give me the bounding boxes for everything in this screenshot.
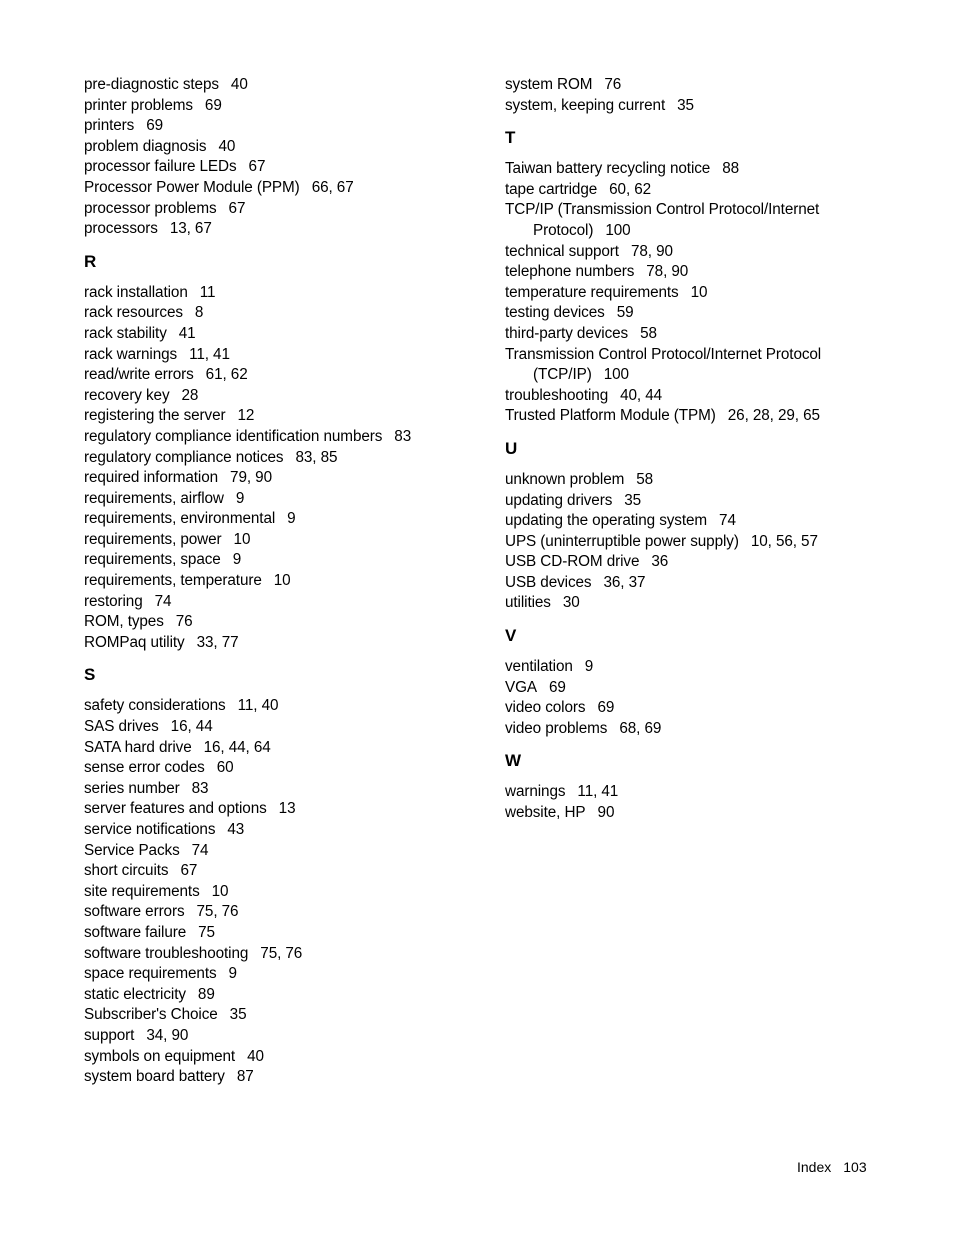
index-pages: 40 <box>218 137 236 155</box>
index-entry <box>505 491 865 512</box>
index-term: requirements, space <box>84 551 221 569</box>
index-entry <box>84 738 444 759</box>
index-entry <box>84 841 444 862</box>
index-term: sense error codes <box>84 759 205 777</box>
index-term: USB CD-ROM drive <box>505 553 640 571</box>
index-term: website, HP <box>505 804 586 822</box>
s-entries <box>84 696 444 1087</box>
index-term: support <box>84 1026 135 1044</box>
index-entry <box>84 468 444 489</box>
index-entry <box>505 719 865 740</box>
index-entry <box>505 593 865 614</box>
index-pages: 87 <box>236 1068 254 1086</box>
index-pages: 69 <box>597 699 615 717</box>
page-footer <box>797 1158 867 1176</box>
index-term: space requirements <box>84 965 217 983</box>
index-pages: 10, 56, 57 <box>750 532 818 550</box>
index-pages: 11, 41 <box>577 783 619 801</box>
index-entry <box>84 779 444 800</box>
index-entry <box>505 573 865 594</box>
index-entry <box>84 799 444 820</box>
index-entry <box>84 448 444 469</box>
index-entry <box>84 923 444 944</box>
index-entry <box>505 803 865 824</box>
index-term: series number <box>84 779 180 797</box>
index-term: software errors <box>84 903 185 921</box>
index-pages: 35 <box>624 491 642 509</box>
index-term: rack installation <box>84 283 188 301</box>
index-term: requirements, environmental <box>84 510 276 528</box>
index-pages: 10 <box>273 572 291 590</box>
index-pages: 10 <box>690 283 708 301</box>
index-pages: 58 <box>636 470 654 488</box>
index-pages: 78, 90 <box>646 263 689 281</box>
index-term: server features and options <box>84 800 267 818</box>
index-entry <box>84 861 444 882</box>
index-pages: 88 <box>722 160 740 178</box>
index-term: USB devices <box>505 573 592 591</box>
index-term: regulatory compliance identification numbers <box>84 427 383 445</box>
index-pages: 8 <box>194 304 204 322</box>
index-pages: 75, 76 <box>260 944 303 962</box>
index-entry <box>505 324 865 345</box>
index-entry <box>84 157 444 178</box>
index-pages: 36, 37 <box>603 573 646 591</box>
index-pages: 68, 69 <box>619 719 662 737</box>
index-entry <box>84 324 444 345</box>
index-entry <box>84 406 444 427</box>
index-pages: 67 <box>228 199 246 217</box>
index-pages: 100 <box>605 221 631 239</box>
index-pages: 61, 62 <box>205 366 248 384</box>
index-pages: 83, 85 <box>295 448 338 466</box>
index-entry <box>505 532 865 553</box>
index-entry <box>84 758 444 779</box>
index-entry <box>505 552 865 573</box>
index-term: requirements, airflow <box>84 489 224 507</box>
index-term: registering the server <box>84 407 226 425</box>
index-term: ROMPaq utility <box>84 633 185 651</box>
index-term: ventilation <box>505 658 573 676</box>
index-pages: 13, 67 <box>169 220 212 238</box>
index-term-continuation: (TCP/IP) <box>533 366 592 384</box>
index-term: video colors <box>505 699 586 717</box>
index-pages: 83 <box>394 427 412 445</box>
index-term: software failure <box>84 923 187 941</box>
index-pages: 16, 44, 64 <box>203 738 271 756</box>
index-pages: 66, 67 <box>311 178 354 196</box>
index-pages: 83 <box>191 779 209 797</box>
index-entry <box>505 242 865 263</box>
index-entry <box>84 345 444 366</box>
index-entry <box>84 427 444 448</box>
index-column-right <box>505 75 865 824</box>
index-pages: 76 <box>175 613 193 631</box>
index-pages: 11 <box>199 283 216 301</box>
index-term: telephone numbers <box>505 263 635 281</box>
index-pages: 41 <box>178 324 196 342</box>
index-term: Subscriber's Choice <box>84 1006 218 1024</box>
index-pages: 76 <box>604 76 622 93</box>
index-term: symbols on equipment <box>84 1047 236 1065</box>
index-column-left <box>84 75 444 1088</box>
index-entry <box>505 75 865 96</box>
index-pages: 58 <box>640 324 657 342</box>
index-entry <box>505 180 865 201</box>
index-entry <box>84 365 444 386</box>
index-entry <box>84 178 444 199</box>
index-entry <box>84 985 444 1006</box>
index-pages: 43 <box>227 821 245 838</box>
index-term: warnings <box>505 783 566 801</box>
section-heading-r: R <box>84 251 97 271</box>
index-entry <box>84 96 444 117</box>
index-entry <box>84 303 444 324</box>
index-entry <box>505 159 865 180</box>
index-pages: 59 <box>616 304 634 322</box>
index-entry <box>84 283 444 304</box>
index-pages: 9 <box>232 551 242 569</box>
index-pages: 89 <box>197 985 215 1003</box>
index-entry <box>84 902 444 923</box>
index-pages: 10 <box>233 530 251 548</box>
index-pages: 40 <box>247 1047 264 1065</box>
index-entry-continuation <box>505 365 865 386</box>
index-entry <box>505 96 865 117</box>
index-term: pre-diagnostic steps <box>84 76 219 93</box>
index-pages: 100 <box>603 366 629 384</box>
index-entry <box>84 633 444 654</box>
index-pages: 74 <box>154 592 172 610</box>
index-pages: 75, 76 <box>196 903 239 921</box>
index-term: system board battery <box>84 1068 225 1086</box>
footer-section-label: Index <box>797 1159 832 1175</box>
index-pages: 69 <box>549 678 566 696</box>
index-term: regulatory compliance notices <box>84 448 284 466</box>
footer-page-number: 103 <box>843 1159 867 1175</box>
index-term: required information <box>84 469 219 487</box>
index-term: processors <box>84 220 158 238</box>
index-entry <box>84 882 444 903</box>
u-entries <box>505 470 865 614</box>
index-term: rack warnings <box>84 345 178 363</box>
index-pages: 69 <box>146 117 164 135</box>
index-pages: 90 <box>597 804 615 822</box>
index-term: VGA <box>505 678 538 696</box>
index-term: testing devices <box>505 304 605 322</box>
index-entry <box>505 698 865 719</box>
index-term: processor problems <box>84 199 217 217</box>
index-term: system ROM <box>505 76 593 93</box>
index-pages: 40, 44 <box>620 386 663 404</box>
index-pages: 35 <box>229 1006 247 1024</box>
v-entries <box>505 657 865 739</box>
index-term: updating the operating system <box>505 512 708 530</box>
index-entry-continuation <box>505 221 865 242</box>
w-entries <box>505 782 865 823</box>
index-entry <box>84 489 444 510</box>
index-pages: 36 <box>651 553 669 571</box>
index-term: requirements, temperature <box>84 572 262 590</box>
index-term: requirements, power <box>84 530 222 548</box>
index-entry <box>84 550 444 571</box>
index-entry <box>84 592 444 613</box>
index-pages: 74 <box>191 841 209 859</box>
index-pages: 75 <box>198 923 215 941</box>
index-term: utilities <box>505 594 551 612</box>
index-entry <box>84 944 444 965</box>
index-term: ROM, types <box>84 613 164 631</box>
index-pages: 9 <box>235 489 245 507</box>
index-term: SATA hard drive <box>84 738 192 756</box>
index-entry <box>505 782 865 803</box>
index-pages: 34, 90 <box>146 1026 189 1044</box>
index-term: site requirements <box>84 882 200 900</box>
index-entry <box>84 1047 444 1068</box>
t-entries <box>505 159 865 427</box>
index-entry <box>84 386 444 407</box>
index-term: software troubleshooting <box>84 944 249 962</box>
index-term: static electricity <box>84 985 186 1003</box>
index-term: printers <box>84 117 135 135</box>
index-pages: 9 <box>287 510 296 528</box>
index-term: technical support <box>505 242 619 260</box>
index-pages: 16, 44 <box>170 718 213 736</box>
index-pages: 28 <box>181 386 199 404</box>
index-term: processor failure LEDs <box>84 158 237 176</box>
index-term: safety considerations <box>84 697 226 715</box>
index-term: problem diagnosis <box>84 137 207 155</box>
index-entry <box>84 199 444 220</box>
index-term: updating drivers <box>505 491 613 509</box>
index-term: third-party devices <box>505 324 629 342</box>
index-term: recovery key <box>84 386 170 404</box>
index-pages: 60 <box>216 759 234 777</box>
index-pages: 78, 90 <box>630 242 673 260</box>
index-entry <box>84 964 444 985</box>
index-pages: 35 <box>677 96 694 114</box>
index-entry <box>505 511 865 532</box>
index-entry <box>505 303 865 324</box>
index-term: rack stability <box>84 324 167 342</box>
index-term: temperature requirements <box>505 283 679 301</box>
index-entry <box>84 75 444 96</box>
index-term: SAS drives <box>84 718 159 736</box>
index-pages: 12 <box>237 407 255 425</box>
section-heading-v: V <box>505 626 517 646</box>
index-pages: 74 <box>719 512 736 530</box>
index-entry <box>84 137 444 158</box>
section-heading-t: T <box>505 128 516 148</box>
index-entry <box>84 1067 444 1088</box>
index-entry <box>505 262 865 283</box>
index-entry <box>84 612 444 633</box>
index-entry <box>84 571 444 592</box>
section-heading-w: W <box>505 751 522 771</box>
index-term: unknown problem <box>505 470 625 488</box>
index-entry <box>505 200 865 221</box>
index-pages: 40 <box>230 76 248 93</box>
index-entry <box>505 406 865 427</box>
index-entry <box>505 678 865 699</box>
index-term: read/write errors <box>84 366 194 384</box>
index-term: service notifications <box>84 821 216 838</box>
r-entries <box>84 283 444 654</box>
index-pages: 60, 62 <box>609 180 652 198</box>
index-pages: 69 <box>204 96 222 114</box>
index-term: short circuits <box>84 862 169 880</box>
index-entry <box>505 386 865 407</box>
index-pages: 11, 40 <box>237 697 279 715</box>
index-entry <box>84 717 444 738</box>
index-pages: 9 <box>584 658 594 676</box>
p-entries <box>84 75 444 240</box>
index-entry <box>505 283 865 304</box>
index-pages: 30 <box>562 594 580 612</box>
index-pages: 33, 77 <box>196 633 239 651</box>
index-entry <box>84 219 444 240</box>
index-entry <box>84 116 444 137</box>
index-pages: 67 <box>248 158 266 176</box>
index-entry <box>84 509 444 530</box>
index-entry <box>84 696 444 717</box>
index-term: Transmission Control Protocol/Internet Protocol <box>505 345 822 363</box>
index-pages: 10 <box>211 882 229 900</box>
index-term: UPS (uninterruptible power supply) <box>505 532 739 550</box>
index-entry <box>84 1026 444 1047</box>
s-entries-continued <box>505 75 865 116</box>
index-entry <box>84 1005 444 1026</box>
index-term: Taiwan battery recycling notice <box>505 160 711 178</box>
index-pages: 79, 90 <box>230 469 272 487</box>
index-entry <box>505 657 865 678</box>
index-term: rack resources <box>84 304 183 322</box>
index-term: Trusted Platform Module (TPM) <box>505 407 716 425</box>
index-entry <box>505 470 865 491</box>
index-entry <box>84 820 444 841</box>
index-term: restoring <box>84 592 143 610</box>
index-term: Service Packs <box>84 841 180 859</box>
index-pages: 9 <box>228 965 237 983</box>
index-term-continuation: Protocol) <box>533 221 594 239</box>
index-entry <box>84 530 444 551</box>
index-pages: 11, 41 <box>189 345 230 363</box>
index-entry <box>505 345 865 366</box>
index-pages: 67 <box>180 862 198 880</box>
index-term: Processor Power Module (PPM) <box>84 178 300 196</box>
index-term: tape cartridge <box>505 180 598 198</box>
section-heading-u: U <box>505 438 518 458</box>
index-term: troubleshooting <box>505 386 609 404</box>
index-term: TCP/IP (Transmission Control Protocol/Internet <box>505 201 820 219</box>
index-pages: 26, 28, 29, 65 <box>727 407 820 425</box>
section-heading-s: S <box>84 665 96 685</box>
index-term: system, keeping current <box>505 96 666 114</box>
index-pages: 13 <box>278 800 296 818</box>
index-term: video problems <box>505 719 608 737</box>
index-term: printer problems <box>84 96 193 114</box>
